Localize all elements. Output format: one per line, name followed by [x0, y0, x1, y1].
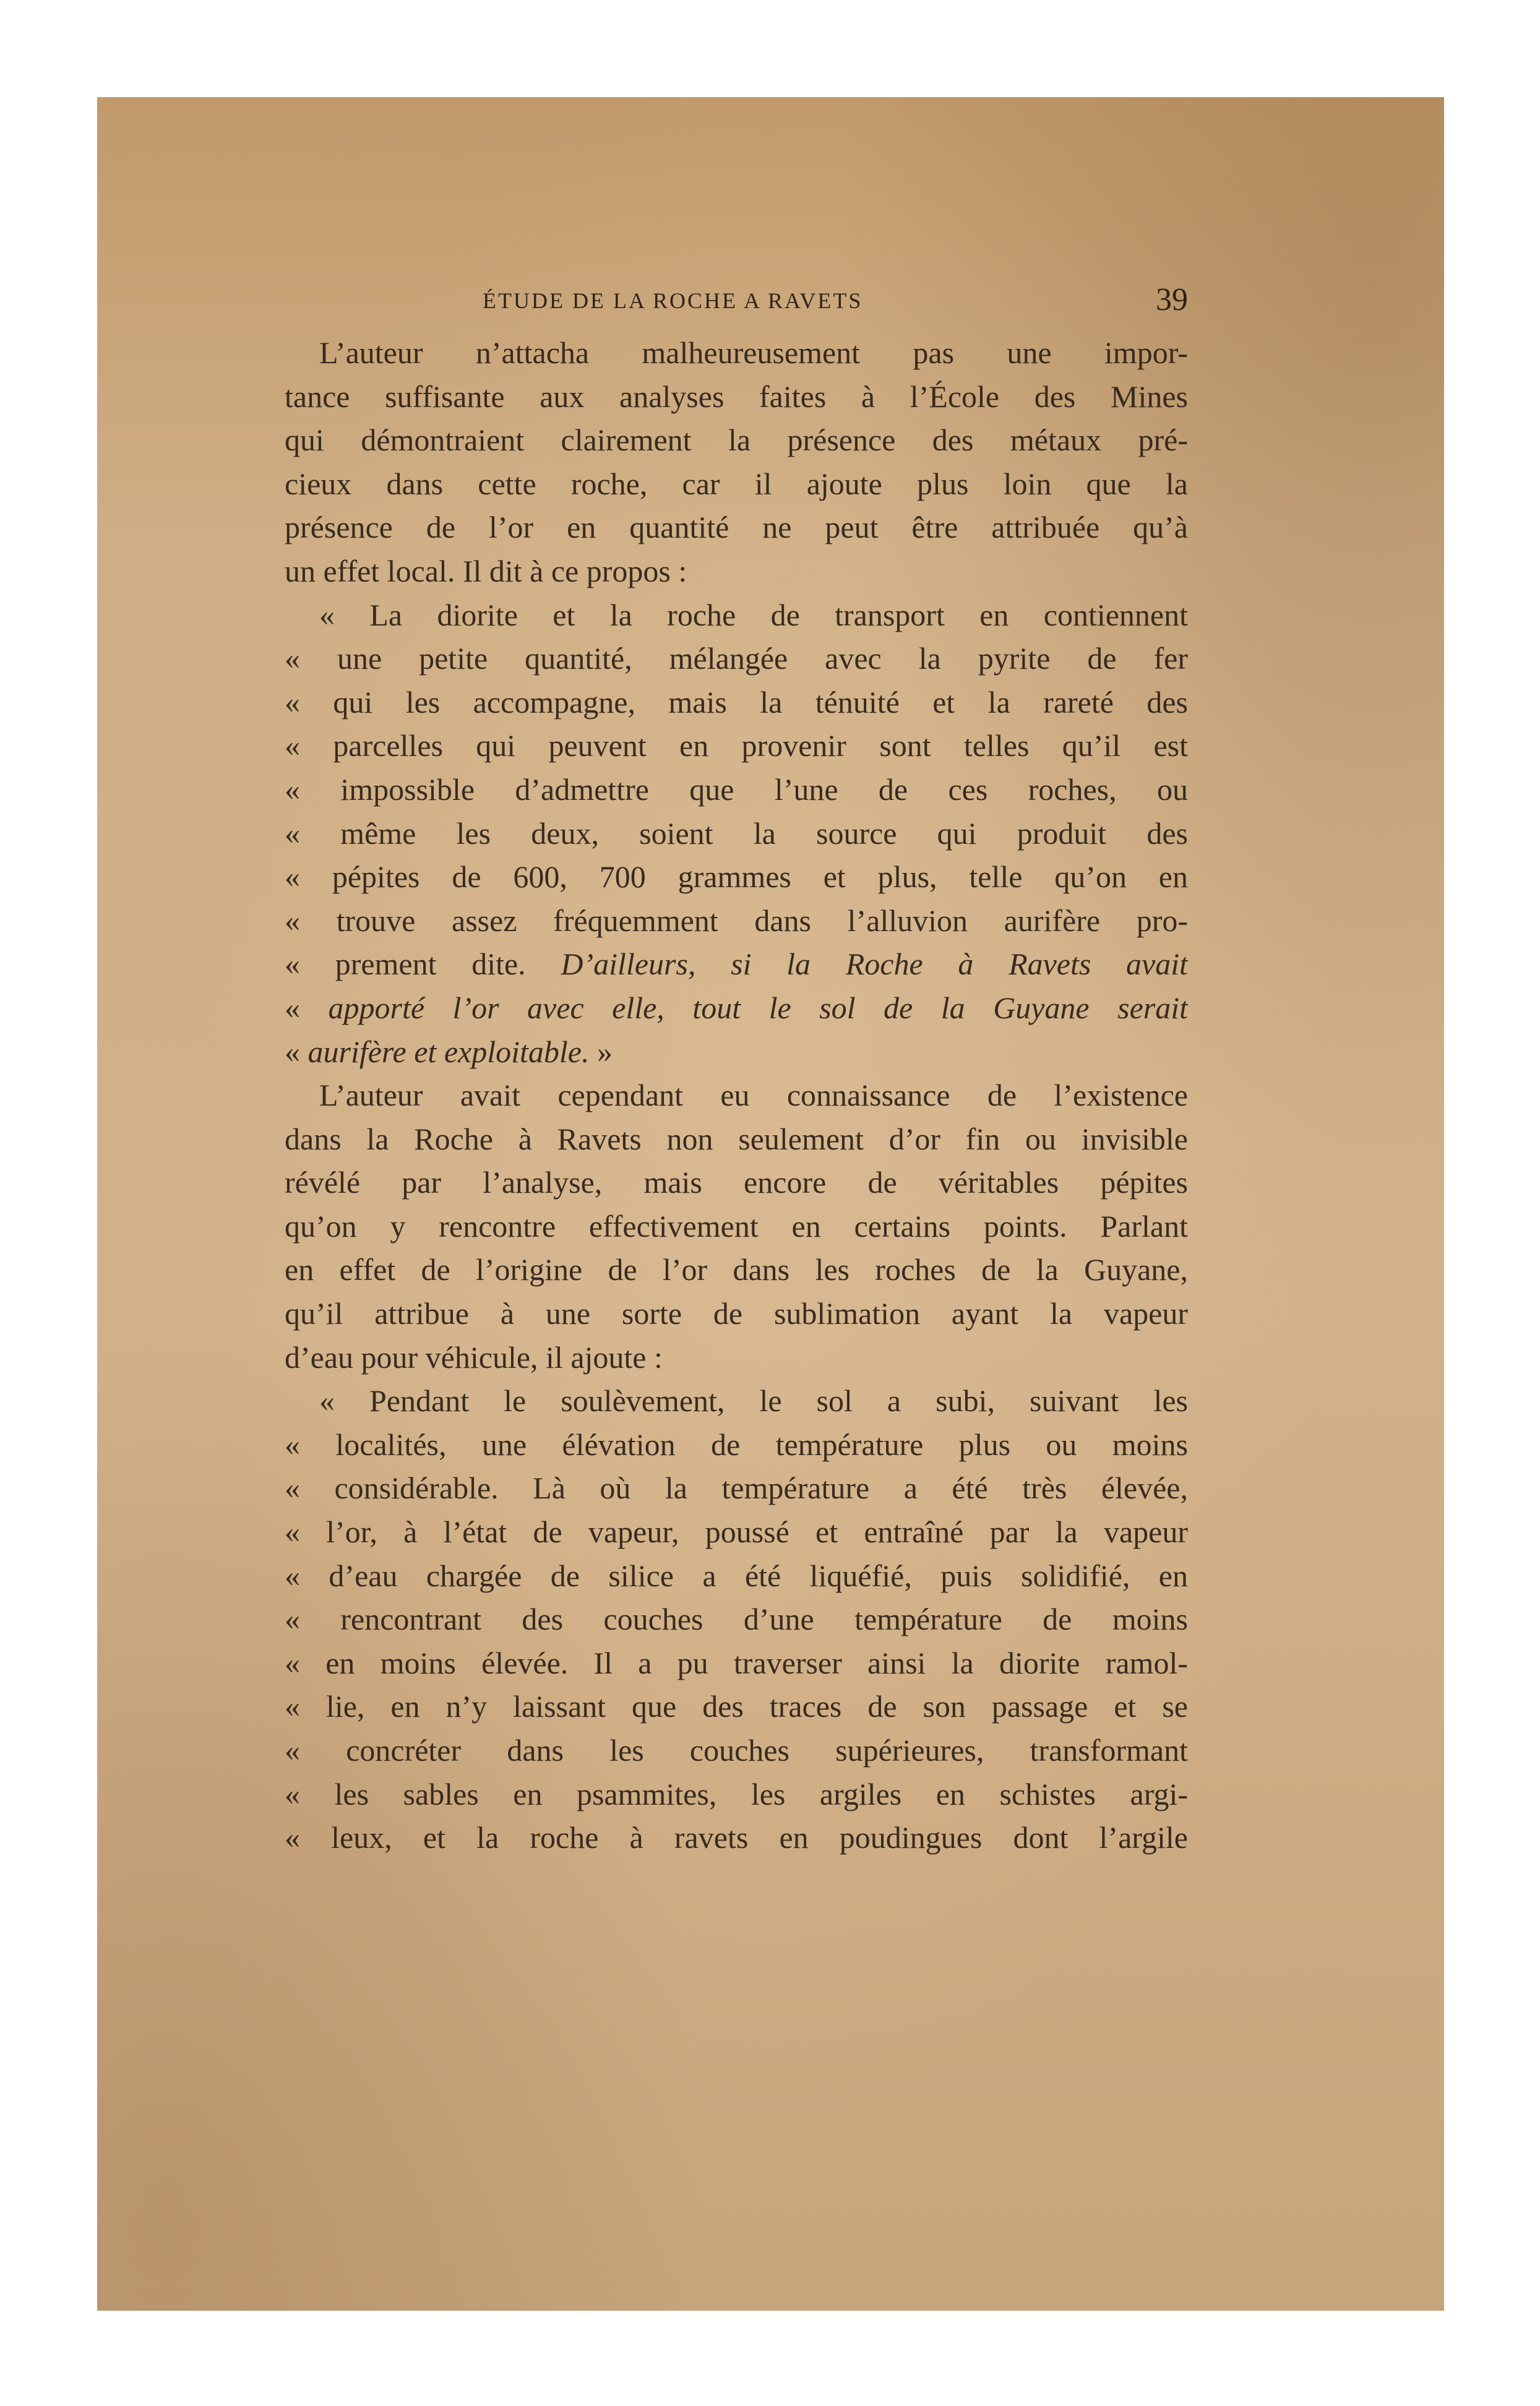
quote-line: « trouve assez fréquemment dans l’alluvion aurifère pro- — [285, 903, 1188, 938]
quote-line: « rencontrant des couches d’une température de moins — [285, 1602, 1188, 1637]
quote-line: « concréter dans les couches supérieures, transformant — [285, 1733, 1188, 1768]
text-line: qu’il attribue à une sorte de sublimation ayant la vapeur — [285, 1296, 1188, 1331]
quote-line: « les sables en psammites, les argiles en schistes argi- — [285, 1776, 1188, 1811]
text-line: présence de l’or en quantité ne peut être attribuée qu’à — [285, 510, 1188, 545]
text-line: révélé par l’analyse, mais encore de véritables pépites — [285, 1165, 1188, 1200]
italic-text: apporté l’or avec elle, tout le sol de la Guyane serait — [328, 990, 1188, 1025]
quote-close: » — [589, 1034, 613, 1069]
quote-line: « pépites de 600, 700 grammes et plus, telle qu’on en — [285, 859, 1188, 895]
quote-line: « même les deux, soient la source qui produit des — [285, 815, 1188, 851]
text-line: en effet de l’origine de l’or dans les roches de la Guyane, — [285, 1252, 1188, 1287]
quote-line: « en moins élevée. Il a pu traverser ainsi la diorite ramol- — [285, 1645, 1188, 1680]
text-line: qu’on y rencontre effectivement en certains points. Parlant — [285, 1208, 1188, 1244]
quote-line: « localités, une élévation de température plus ou moins — [285, 1427, 1188, 1462]
page-number: 39 — [1156, 282, 1188, 317]
quote-line: « qui les accompagne, mais la ténuité et la rareté des — [285, 684, 1188, 720]
quote-line: « une petite quantité, mélangée avec la pyrite de fer — [285, 641, 1188, 676]
italic-text: D’ailleurs, si la Roche à Ravets avait — [561, 947, 1188, 982]
text-line: cieux dans cette roche, car il ajoute plus loin que la — [285, 466, 1188, 501]
quote-line: « parcelles qui peuvent en provenir sont telles qu’il est — [285, 728, 1188, 763]
quote-text: « prement dite. — [285, 947, 526, 982]
quote-line: « d’eau chargée de silice a été liquéfié, puis solidifié, en — [285, 1558, 1188, 1593]
text-line: d’eau pour véhicule, il ajoute : — [285, 1339, 663, 1375]
quote-line: « considérable. Là où la température a été très élevée, — [285, 1471, 1188, 1506]
text-line: L’auteur avait cependant eu connaissance de l’existence — [319, 1078, 1188, 1113]
quote-line: « l’or, à l’état de vapeur, poussé et entraîné par la vapeur — [285, 1514, 1188, 1550]
text-line: L’auteur n’attacha malheureusement pas une impor- — [319, 335, 1188, 370]
quote-mark: « — [285, 990, 329, 1025]
quote-line: « leux, et la roche à ravets en poudingues dont l’argile — [285, 1820, 1188, 1855]
body-text — [285, 331, 1188, 1860]
quote-line — [285, 986, 1188, 1030]
page-header — [285, 281, 1188, 319]
quote-line: « La diorite et la roche de transport en contiennent — [319, 597, 1188, 632]
quote-line — [285, 942, 1188, 986]
running-title: ÉTUDE DE LA ROCHE A RAVETS — [483, 288, 863, 313]
text-line: un effet local. Il dit à ce propos : — [285, 553, 687, 588]
text-line: tance suffisante aux analyses faites à l’École des Mines — [285, 379, 1188, 414]
quote-mark: « — [285, 1034, 308, 1069]
text-line: qui démontraient clairement la présence des métaux pré- — [285, 423, 1188, 458]
quote-line — [285, 1030, 1188, 1074]
text-line: dans la Roche à Ravets non seulement d’or fin ou invisible — [285, 1121, 1188, 1156]
quote-line: « lie, en n’y laissant que des traces de son passage et se — [285, 1689, 1188, 1724]
quote-line: « impossible d’admettre que l’une de ces roches, ou — [285, 771, 1188, 807]
italic-text: aurifère et exploitable. — [308, 1034, 590, 1069]
quote-line: « Pendant le soulèvement, le sol a subi, suivant les — [319, 1383, 1188, 1419]
